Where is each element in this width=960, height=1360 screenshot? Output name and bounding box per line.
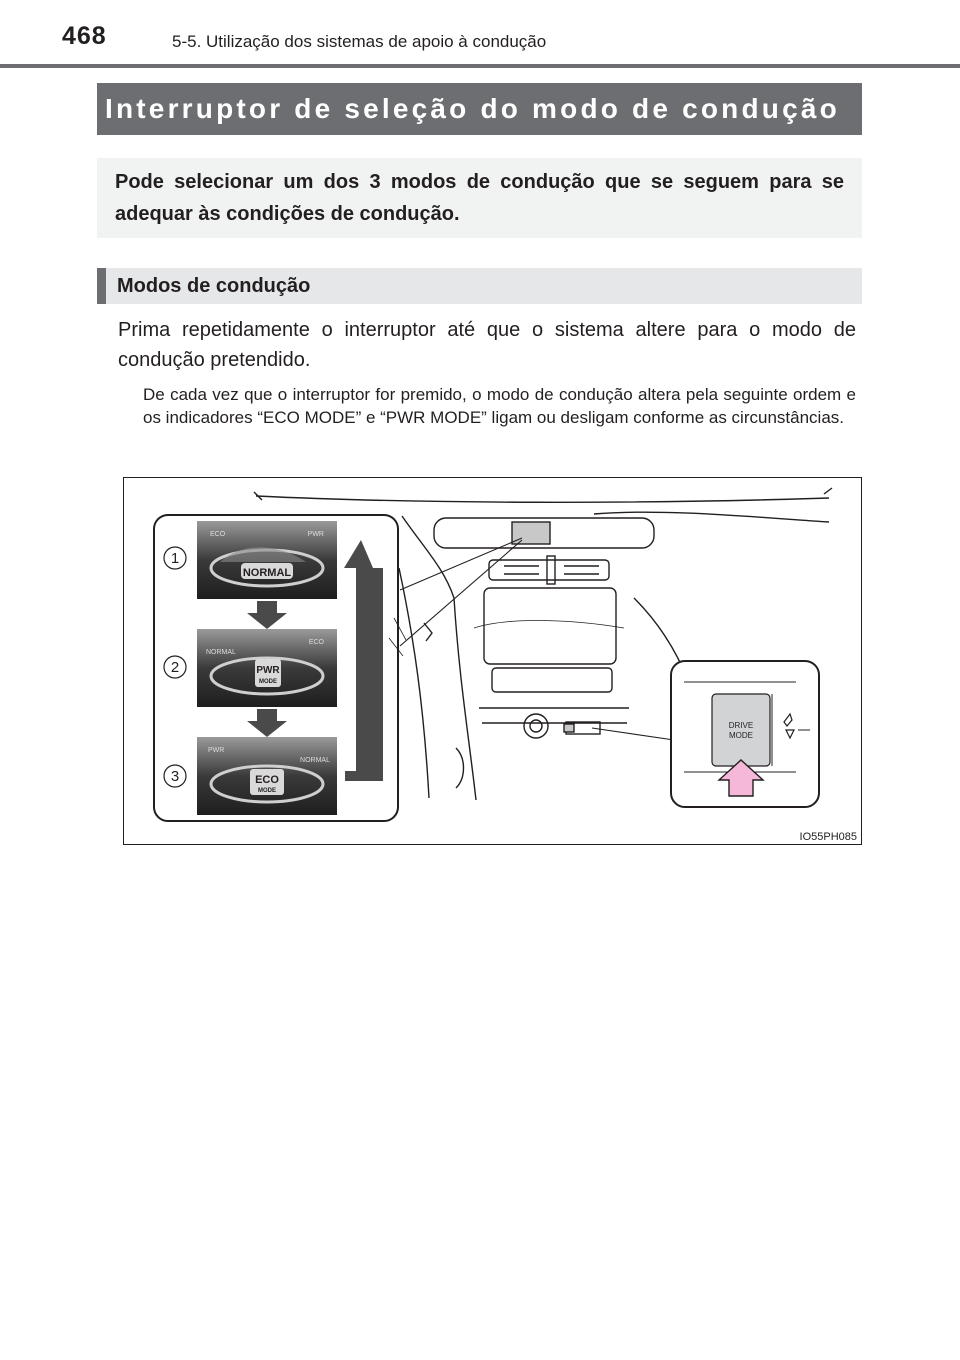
panel-1-right-label: PWR [307, 531, 324, 538]
running-header: 5-5. Utilização dos sistemas de apoio à condução [172, 32, 547, 51]
panel-3-left-label: PWR [208, 747, 225, 754]
page-title: Interruptor de seleção do modo de condução [97, 83, 862, 135]
instruction-text: Prima repetidamente o interruptor até que o sistema altere para o modo de condução pretendido. [118, 319, 856, 371]
panel-3-right-label: NORMAL [300, 757, 330, 764]
panel-1-main-label: NORMAL [242, 567, 292, 579]
panel-3-main-label: ECO [255, 774, 279, 786]
callout-1 [164, 547, 186, 569]
cycle-return-arrow-icon [344, 540, 383, 781]
panel-2-left-label: NORMAL [206, 649, 236, 656]
arrow-down-icon [247, 709, 287, 737]
panel-2-sub-label: MODE [259, 679, 277, 685]
switch-label-line-2: MODE [729, 731, 753, 740]
intro-text: Pode selecionar um dos 3 modos de condução que se seguem para se adequar às condições de condução. [115, 171, 844, 225]
header-rule [0, 64, 960, 68]
leader-lines [400, 538, 674, 740]
note-text: De cada vez que o interruptor for premido, o modo de condução altera pela seguinte ordem e os indicadores “ECO MODE” e “PWR MODE” ligam ou desligam conforme as circunstâncias. [143, 385, 856, 427]
callout-2-number: 2 [170, 659, 180, 676]
switch-label-line-1: DRIVE [728, 721, 754, 730]
callout-3-number: 3 [170, 768, 180, 785]
panel-1-left-label: ECO [210, 531, 226, 538]
intro-box [97, 158, 862, 238]
callout-1-number: 1 [170, 550, 180, 567]
figure-code: IO55PH085 [799, 831, 857, 843]
panel-2-right-label: ECO [308, 639, 324, 646]
mode-display-normal [197, 521, 337, 599]
figure-illustration [124, 478, 861, 844]
callout-2 [164, 656, 186, 678]
drive-mode-switch-detail [671, 661, 819, 807]
panel-2-main-label: PWR [256, 665, 280, 676]
panel-3-sub-label: MODE [258, 788, 276, 794]
section-heading: Modos de condução [97, 268, 862, 304]
mode-display-pwr [197, 629, 337, 707]
callout-3 [164, 765, 186, 787]
page-number: 468 [62, 22, 107, 50]
drive-mode-figure [123, 477, 862, 845]
arrow-down-icon [247, 601, 287, 629]
mode-display-eco [197, 737, 337, 815]
